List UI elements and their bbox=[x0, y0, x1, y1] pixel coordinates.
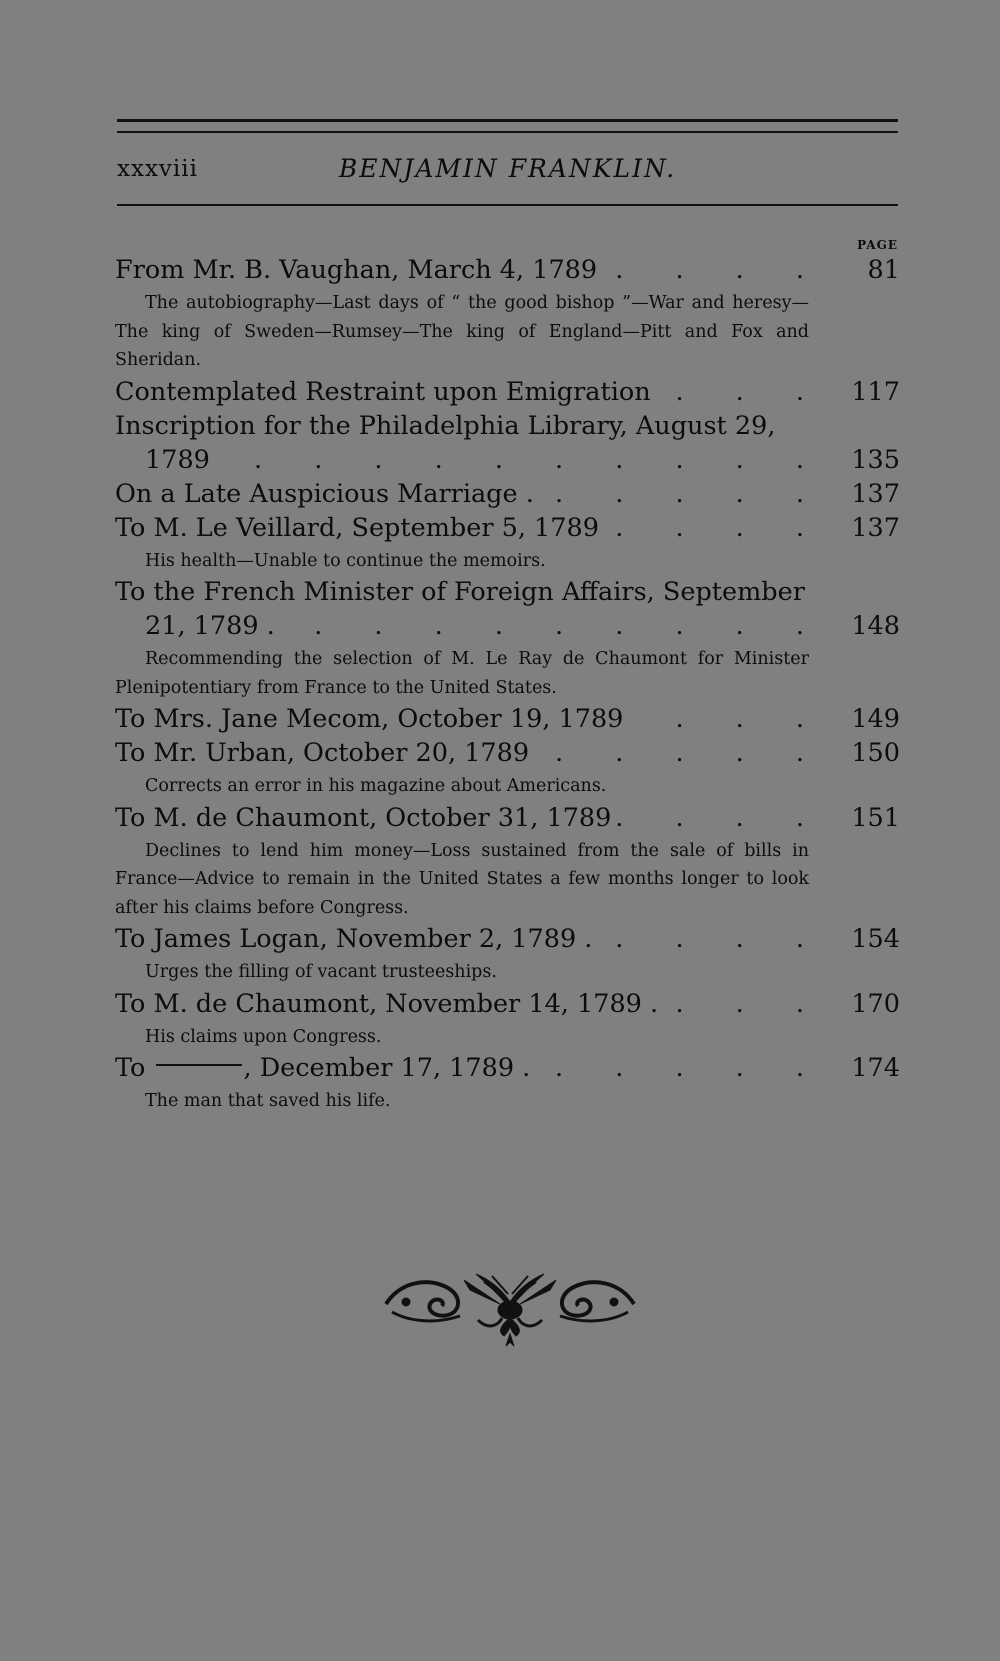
toc-entry bbox=[115, 704, 900, 738]
toc-entry bbox=[115, 803, 900, 923]
dot-leader bbox=[281, 611, 826, 641]
page-number: 137 bbox=[851, 478, 900, 509]
entry-description: Recommending the selection of M. Le Ray de Chaumont for Minister Plenipotentiary from France to the United States. bbox=[115, 649, 809, 698]
page-number: 154 bbox=[851, 924, 900, 954]
toc-entry bbox=[115, 411, 900, 479]
running-head: BENJAMIN FRANKLIN. bbox=[338, 154, 677, 183]
toc-entry bbox=[115, 577, 900, 702]
header-rule-second bbox=[117, 131, 898, 133]
page-number: 81 bbox=[867, 255, 900, 285]
toc-entry bbox=[115, 255, 900, 375]
page-header bbox=[117, 150, 898, 190]
toc-entry bbox=[115, 989, 900, 1052]
entry-title: Inscription for the Philadelphia Library, August 29, bbox=[115, 410, 776, 441]
dot-leader bbox=[664, 989, 826, 1019]
folio-number: xxxviii bbox=[117, 156, 198, 182]
header-rule-bottom bbox=[117, 204, 898, 206]
entry-title: To M. de Chaumont, November 14, 1789 . bbox=[115, 988, 659, 1019]
toc-entry bbox=[115, 1053, 900, 1116]
page-number: 117 bbox=[851, 376, 900, 407]
page-number: 137 bbox=[851, 512, 900, 543]
dot-leader bbox=[535, 738, 826, 768]
entry-title: To the French Minister of Foreign Affairs, September bbox=[115, 577, 805, 607]
page-number: 174 bbox=[851, 1053, 900, 1083]
page-number: 148 bbox=[851, 611, 900, 641]
dot-leader bbox=[605, 513, 826, 543]
entry-title: To M. Le Veillard, September 5, 1789 bbox=[115, 512, 599, 543]
entry-title: Contemplated Restraint upon Emigration bbox=[115, 376, 651, 407]
entry-description: The man that saved his life. bbox=[145, 1091, 391, 1111]
page-number: 151 bbox=[851, 802, 900, 833]
entry-title: To James Logan, November 2, 1789 . bbox=[115, 924, 593, 954]
dot-leader bbox=[657, 377, 826, 407]
entry-description: His claims upon Congress. bbox=[145, 1026, 382, 1047]
entry-title-continued: 1789 bbox=[145, 444, 210, 475]
entry-title: To Mr. Urban, October 20, 1789 bbox=[115, 738, 530, 768]
entry-title: To Mrs. Jane Mecom, October 19, 1789 bbox=[115, 704, 624, 734]
dot-leader bbox=[629, 704, 826, 734]
dot-leader bbox=[598, 924, 826, 954]
page-number: 170 bbox=[851, 988, 900, 1019]
entry-description: Urges the filling of vacant trusteeships. bbox=[145, 962, 497, 982]
toc-entry bbox=[115, 377, 900, 411]
dot-leader bbox=[617, 803, 826, 833]
printers-ornament-icon bbox=[380, 1260, 640, 1350]
dot-leader bbox=[603, 255, 826, 285]
page-number: 135 bbox=[851, 444, 900, 475]
header-rule-top bbox=[117, 119, 898, 122]
table-of-contents bbox=[115, 255, 900, 1118]
toc-entry bbox=[115, 924, 900, 987]
entry-description: The autobiography—Last days of “ the good bishop ”—War and heresy—The king of Sweden—Rumsey—The king of England—Pitt and Fox and Sheridan. bbox=[115, 293, 809, 370]
entry-description: Declines to lend him money—Loss sustained from the sale of bills in France—Advice to remain in the United States a few months longer to look after his claims before Congress. bbox=[115, 840, 809, 918]
toc-entry bbox=[115, 513, 900, 576]
page-number: 150 bbox=[851, 738, 900, 768]
toc-entry bbox=[115, 479, 900, 513]
dot-leader bbox=[216, 445, 826, 475]
entry-description: His health—Unable to continue the memoirs. bbox=[145, 550, 546, 571]
entry-title-prefix: To bbox=[115, 1053, 146, 1083]
dot-leader bbox=[536, 1053, 826, 1083]
entry-title: On a Late Auspicious Marriage . bbox=[115, 478, 534, 509]
page-column-label: PAGE bbox=[857, 238, 898, 252]
entry-title: From Mr. B. Vaughan, March 4, 1789 bbox=[115, 255, 598, 285]
page-number: 149 bbox=[851, 704, 900, 734]
entry-description: Corrects an error in his magazine about Americans. bbox=[145, 776, 607, 796]
toc-entry bbox=[115, 738, 900, 801]
blank-name-dash bbox=[156, 1064, 242, 1066]
dot-leader bbox=[540, 479, 826, 509]
entry-title-suffix: , December 17, 1789 . bbox=[243, 1053, 531, 1083]
entry-title bbox=[115, 1053, 536, 1083]
entry-title-continued: 21, 1789 . bbox=[145, 611, 275, 641]
entry-title: To M. de Chaumont, October 31, 1789 bbox=[115, 802, 612, 833]
